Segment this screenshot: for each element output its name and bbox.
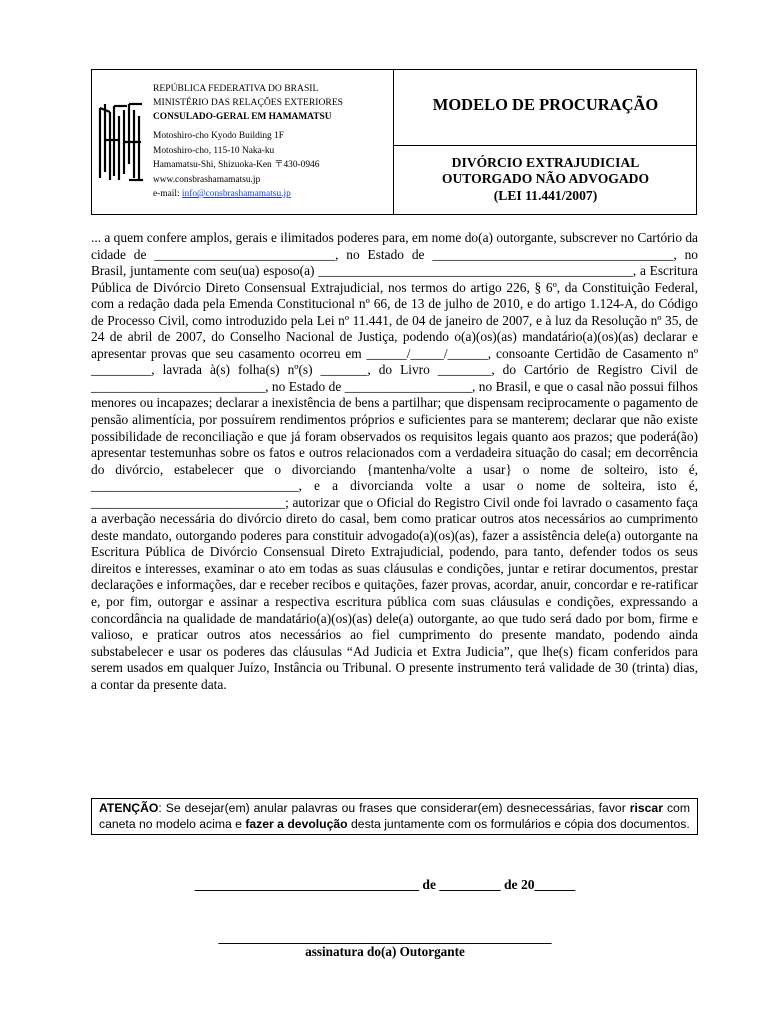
attention-text-2: com caneta no modelo acima e xyxy=(99,801,690,831)
signature-label: assinatura do(a) Outorgante xyxy=(305,944,465,959)
website-text: www.consbrashamamatsu.jp xyxy=(153,174,261,185)
attention-riscar: riscar xyxy=(629,801,663,815)
org-line-ministry: MINISTÉRIO DAS RELAÇÕES EXTERIORES xyxy=(153,97,344,108)
power-of-attorney-body xyxy=(91,230,698,693)
header-horizontal-divider xyxy=(393,145,697,146)
consulate-emblem-icon xyxy=(97,102,145,182)
subtitle-line-1: DIVÓRCIO EXTRAJUDICIAL xyxy=(451,155,640,170)
attention-notice xyxy=(91,798,698,835)
org-line-consulate: CONSULADO-GERAL EM HAMAMATSU xyxy=(153,112,332,122)
body-paragraph: ... a quem confere amplos, gerais e ilimitados poderes para, em nome do(a) outorgante, subscrever no Cartório da cidade de ___________________________, no Estado de ____________________________________, no Brasil, juntamente com seu(ua) esposo(a) _______________________________________________, a Escritura Pública de Divórcio Direto Consensual Extrajudicial, nos termos do artigo 226, § 6º, da Constituição Federal, com a redação dada pela Emenda Constitucional nº 66, de 13 de julho de 2010, e do artigo 1.124-A, do Código de Processo Civil, como introduzido pela Lei nº 11.441, de 04 de janeiro de 2007, e à luz da Resolução nº 35, de 24 de abril de 2007, do Conselho Nacional de Justiça, podendo o(a)(os)(as) mandatário(a)(os)(as) declarar e apresentar provas que seu casamento ocorreu em ______/_____/______, consoante Certidão de Casamento nº _________, lavrada à(s) folha(s) nº(s) _______, do Livro ________, do Cartório de Registro Civil de __________________________, no Estado de ___________________, no Brasil, e que o casal não possui filhos menores ou incapazes; declarar a inexistência de bens a partilhar; que dispensam reciprocamente o pagamento de pensão alimentícia, por possuírem rendimentos próprios e suficientes para se manterem; declarar que não existe possibilidade de reconciliação e que já foram observados os requisitos legais quanto aos prazos; que poderá(ão) apresentar testemunhas sobre os fatos e outros relacionados com a verdadeira situação do casal; em decorrência do divórcio, estabelecer que o divorciando {mantenha/volte a usar} o nome de solteiro, isto é, _______________________________, e a divorcianda volte a usar o nome de solteira, isto é, _____________________________; autorizar que o Oficial do Registro Civil onde foi lavrado o casamento faça a averbação necessária do divórcio direto do casal, bem como praticar outros atos necessários ao cumprimento deste mandato, outorgando poderes para constituir advogado(a)(os)(as), fazer a assistência dele(a) outorgante na Escritura Pública de Divórcio Consensual Direto Extrajudicial, podendo, para tanto, defender todos os seus direitos e interesses, examinar o ato em todas as suas cláusulas e condições, juntar e retirar documentos, prestar declarações e informações, dar e receber recibos e quitações, fazer provas, acordar, anuir, concordar e re-ratificar e, por fim, outorgar e assinar a respectiva escritura pública com suas cláusulas e condições, expressando a concordância na qualidade de mandatário(a)(os)(as) dele(a) outorgante, ao que tudo será dado por bom, firme e valioso, e praticar outros atos necessários ao fiel cumprimento do presente mandato, podendo ainda substabelecer e usar os poderes das cláusulas “Ad Judicia et Extra Judicia”, que lhe(s) ficam conferidos para serem usados em qualquer Juízo, Instância ou Tribunal. O presente instrumento terá validade de 30 (trinta) dias, a contar da presente data. xyxy=(91,230,698,692)
document-title: MODELO DE PROCURAÇÃO xyxy=(432,95,659,114)
address-line-1: Motoshiro-cho Kyodo Building 1F xyxy=(153,131,284,141)
subtitle-line-2: OUTORGADO NÃO ADVOGADO xyxy=(441,171,650,187)
attention-text-3: desta juntamente com os formulários e cópia dos documentos. xyxy=(347,816,690,831)
address-line-3: Hamamatsu-Shi, Shizuoka-Ken 〒430-0946 xyxy=(153,160,320,170)
attention-label: ATENÇÃO xyxy=(99,801,159,815)
letterhead-box xyxy=(91,69,697,215)
attention-devolucao: fazer a devolução xyxy=(245,816,348,831)
subtitle-line-3: (LEI 11.441/2007) xyxy=(493,187,598,203)
place-date-line[interactable]: _________________________________ de _________ de 20______ xyxy=(194,877,576,892)
attention-text-1: : Se desejar(em) anular palavras ou frases que considerar(em) desnecessárias, favor xyxy=(158,801,630,815)
organization-block xyxy=(153,82,343,124)
signature-line[interactable]: _________________________________________________ xyxy=(218,930,552,945)
document-subtitle xyxy=(393,155,698,204)
org-line-country: REPÚBLICA FEDERATIVA DO BRASIL xyxy=(153,83,319,94)
address-block xyxy=(153,129,319,202)
address-line-2: Motoshiro-cho, 115-10 Naka-ku xyxy=(153,145,275,156)
email-link[interactable]: info@consbrashamamatsu.jp xyxy=(181,189,291,199)
email-label: e-mail: xyxy=(153,189,182,199)
email-line xyxy=(153,187,319,202)
